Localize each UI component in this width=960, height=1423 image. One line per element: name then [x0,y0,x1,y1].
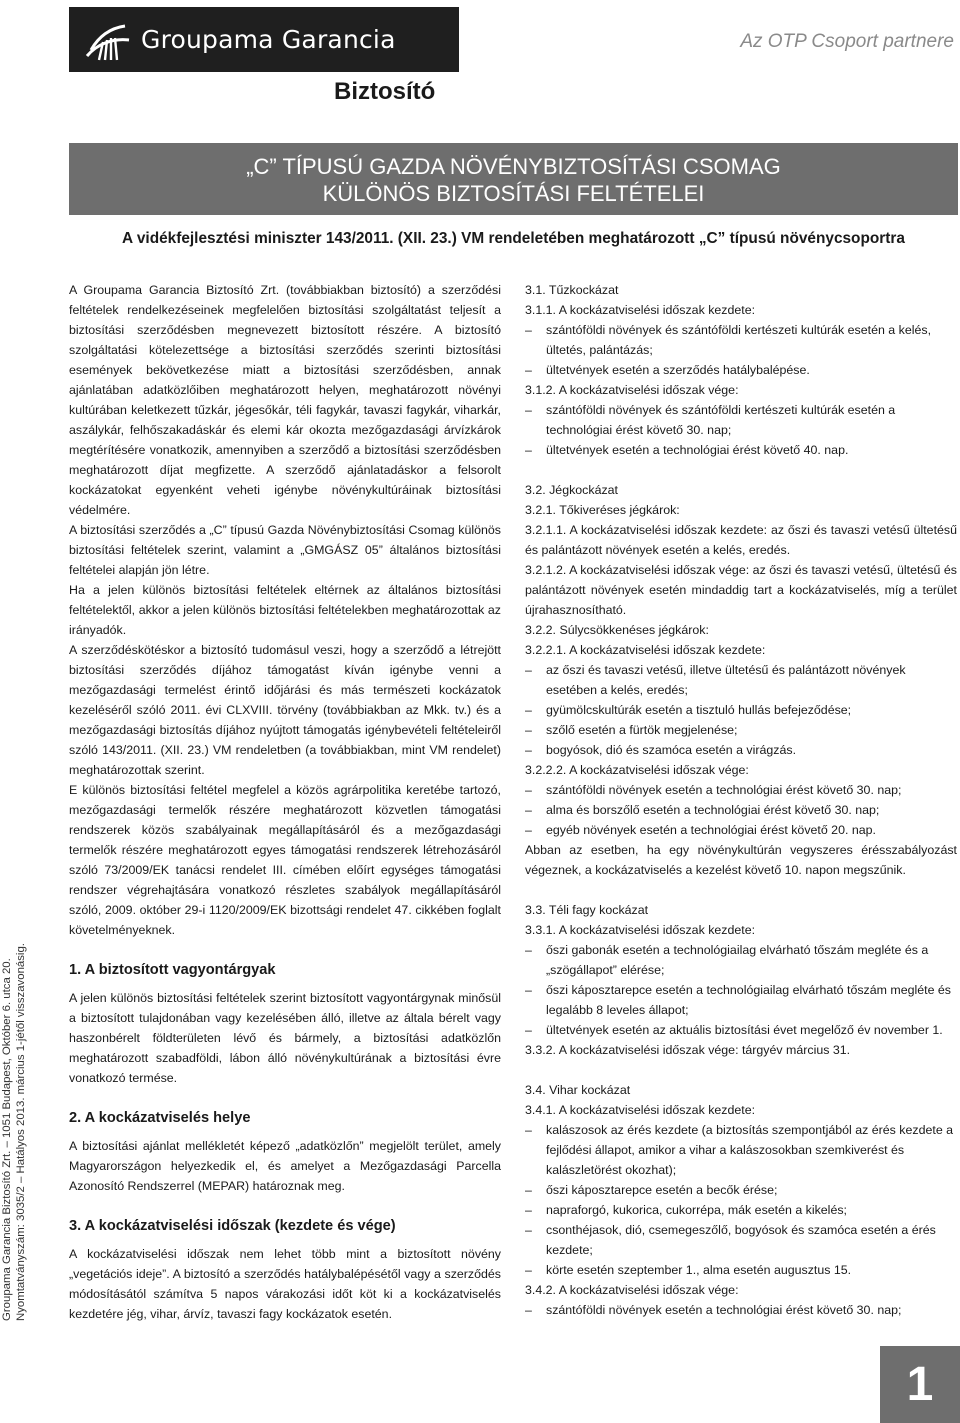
list-item: – csonthéjasok, dió, csemegeszőlő, bogyósok és szamóca esetén a érés kezdete; [525,1220,957,1260]
list-item: – szőlő esetén a fürtök megjelenése; [525,720,957,740]
list-item: – szántóföldi növények esetén a technológiai érést követő 30. nap; [525,780,957,800]
page-number: 1 [880,1346,960,1423]
list-item: – napraforgó, kukorica, cukorrépa, mák esetén a kikelés; [525,1200,957,1220]
partner-tagline: Az OTP Csoport partnere [740,31,954,52]
list-item: – ültetvények esetén az aktuális biztosítási évet megelőző év november 1. [525,1020,957,1040]
paragraph: Ha a jelen különös biztosítási feltételek eltérnek az általános biztosítási feltételektől, akkor a jelen különös biztosítási feltételekben meghatározottak az irányadók. [69,583,501,637]
clause-text: 3.2.1.2. A kockázatviselési időszak vége: az őszi és tavaszi vetésű, ültetésű és palántázott növények esetén mindaddig tart a kockázatviselés, míg a terület újrahasznosítható. [525,563,957,617]
list-item: – gyümölcskultúrák esetén a tisztuló hullás befejeződése; [525,700,957,720]
list-item: – körte esetén szeptember 1., alma esetén augusztus 15. [525,1260,957,1280]
list-item: – alma és borszőlő esetén a technológiai érést követő 30. nap; [525,800,957,820]
banner-title-line1: „C” TÍPUSÚ GAZDA NÖVÉNYBIZTOSÍTÁSI CSOMAG [246,154,781,179]
list-item: – szántóföldi növények és szántóföldi kertészeti kultúrák esetén a technológiai érést követő 30. nap; [525,400,957,440]
list-item: – kalászosok az érés kezdete (a biztosítás szempontjából az érés kezdete a fejlődési állapot, amikor a vihar a kalászosokban szemkiverést és kalászletörést okozhat); [525,1120,957,1180]
subsection-heading: 3.1. Tűzkockázat [525,283,619,297]
left-column [69,280,501,1324]
paragraph: Abban az esetben, ha egy növénykultúrán vegyszeres érésszabályozást végeznek, a kockázatviselés a kezelést követő 10. napon megszűnik. [525,843,957,877]
section-heading-3: 3. A kockázatviselési időszak (kezdete és vége) [69,1218,396,1234]
paragraph: A biztosítási szerződés a „C” típusú Gazda Növénybiztosítási Csomag különös biztosítási feltételek szerint, valamint a „GMGÁSZ 05” általános biztosítási feltételei alapján jön létre. [69,523,501,577]
clause-heading: 3.3.2. A kockázatviselési időszak vége: tárgyév március 31. [525,1043,851,1057]
paragraph: A kockázatviselési időszak nem lehet több mint a biztosított növény „vegetációs ideje”. A biztosító a szerződés hatálybalépésétől vagy a szerződés módosításától számítva 5 napos várakozási időt köt ki a kockázatviselés kezdetére jég, vihar, árvíz, tavaszi fagy kockázatok esetén. [69,1247,501,1321]
subsection-heading: 3.3. Téli fagy kockázat [525,903,649,917]
list-item: – szántóföldi növények és szántóföldi kertészeti kultúrák esetén a kelés, ültetés, palántázás; [525,320,957,360]
right-column [525,280,957,1320]
sidebar-imprint [0,911,28,1321]
clause-heading: 3.4.2. A kockázatviselési időszak vége: [525,1283,739,1297]
banner-title-line2: KÜLÖNÖS BIZTOSÍTÁSI FELTÉTELEI [322,181,705,206]
company-logo [69,7,459,72]
clause-heading: 3.2.2.1. A kockázatviselési időszak kezdete: [525,643,766,657]
company-kind: Biztosító [334,78,436,105]
list-item: – az őszi és tavaszi vetésű, illetve ültetésű és palántázott növények esetében a kelés, eredés; [525,660,957,700]
clause-heading: 3.2.1. Tőkiveréses jégkárok: [525,503,680,517]
section-heading-2: 2. A kockázatviselés helye [69,1110,251,1126]
clause-text: 3.2.1.1. A kockázatviselési időszak kezdete: az őszi és tavaszi vetésű ültetésű és palántázott növények esetén a kelés, eredés. [525,523,957,557]
clause-heading: 3.3.1. A kockázatviselési időszak kezdete: [525,923,756,937]
subsection-heading: 3.4. Vihar kockázat [525,1083,631,1097]
clause-heading: 3.2.2.2. A kockázatviselési időszak vége: [525,763,749,777]
section-heading-1: 1. A biztosított vagyontárgyak [69,962,276,978]
clause-heading: 3.1.2. A kockázatviselési időszak vége: [525,383,739,397]
list-item: – bogyósok, dió és szamóca esetén a virágzás. [525,740,957,760]
list-item: – ültetvények esetén a szerződés hatálybalépése. [525,360,957,380]
clause-heading: 3.4.1. A kockázatviselési időszak kezdete: [525,1103,756,1117]
document-subtitle: A vidékfejlesztési miniszter 143/2011. (XII. 23.) VM rendeletében meghatározott „C” típusú növénycsoportra [122,230,905,247]
imprint-form-number: Nyomtatványszám: 3035/2 – Hatályos 2013. március 1-jétől visszavonásig. [15,943,27,1321]
title-banner [69,143,958,215]
list-item: – ültetvények esetén a technológiai érést követő 40. nap. [525,440,957,460]
paragraph: A szerződéskötéskor a biztosító tudomásul veszi, hogy a szerződő a létrejött biztosítási szerződés díjához támogatást kíván igénybe venni a mezőgazdasági termelést érintő időjárási és más természeti kockázatok kezeléséről szóló 2011. évi CLXVIII. törvény (továbbiakban az Mkk. tv.) és a mezőgazdasági biztosítás díjához nyújtott támogatás igénybevételi feltételeiről szóló 143/2011. (XII. 23.) VM rendeletben (a továbbiakban, mint VM rendelet) meghatározottak szerint. [69,643,501,777]
clause-heading: 3.1.1. A kockázatviselési időszak kezdete: [525,303,756,317]
list-item: – őszi káposztarepce esetén a becők érése; [525,1180,957,1200]
list-item: – szántóföldi növények esetén a technológiai érést követő 30. nap; [525,1300,957,1320]
list-item: – egyéb növények esetén a technológiai érést követő 20. nap. [525,820,957,840]
clause-heading: 3.2.2. Súlycsökkenéses jégkárok: [525,623,709,637]
paragraph: A biztosítási ajánlat mellékletét képező „adatközlőn” megjelölt terület, amely Magyarországon helyezkedik el, és amelyet a Mezőgazdasági Parcella Azonosító Rendszerrel (MEPAR) határoznak meg. [69,1139,501,1193]
paragraph: E különös biztosítási feltétel megfelel a közös agrárpolitika keretébe tartozó, mezőgazdasági termelők részére meghatározott közvetlen támogatási rendszerek közös szabályainak megállapításáról és a mezőgazdasági termelők részére meghatározott egyes támogatási rendszerek létrehozásáról szóló 73/2009/EK tanácsi rendelet III. címében előírt egységes támogatási rendszer végrehajtására vonatkozó részletes szabályok megállapításáról szóló, 2009. október 29-i 1120/2009/EK bizottsági rendelet 47. cikkében foglalt követelményeknek. [69,783,501,937]
subsection-heading: 3.2. Jégkockázat [525,483,618,497]
intro-paragraph: A Groupama Garancia Biztosító Zrt. (továbbiakban biztosító) a szerződési feltételek rendelkezéseinek megfelelően biztosítási szolgáltatást teljesít a biztosítási szerződésben megnevezett biztosított részére. A biztosító szolgáltatási kötelezettsége a biztosítási szerződés szerinti biztosítási események bekövetkezése miatt a biztosítási szerződésben, annak ajánlatában adatközlőiben meghatározott helyen, meghatározott növényi kultúrában keletkezett tűzkár, jégesőkár, téli fagykár, tavaszi fagykár, viharkár, aszálykár, felhőszakadáskár és elemi kár okozta mezőgazdasági árvízkárok megtérítésére vonatkozik, amennyiben a szerződő a biztosítási szerződésben meghatározott díjat megfizette. A szerződő ajánlatadáskor a felsorolt kockázatokat egyenként veheti igénybe növénykultúráinak biztosítási védelmére. [69,283,501,517]
list-item: – őszi gabonák esetén a technológiailag elvárható tőszám megléte és a „szögállapot” elérése; [525,940,957,980]
groupama-emblem-icon [83,16,133,64]
paragraph: A jelen különös biztosítási feltételek szerint biztosított vagyontárgynak minősül a biztosított tulajdonában vagy kezelésében álló, illetve az általa bérelt vagy haszonbérelt földterületen lévő és bármely, a biztosítási adatközlőn meghatározott szabadföldi, lábon álló növénykultúrának a biztosítási évre vonatkozó termése. [69,991,501,1085]
logo-text: Groupama Garancia [141,25,396,54]
list-item: – őszi káposztarepce esetén a technológiailag elvárható tőszám megléte és legalább 8 leveles állapot; [525,980,957,1020]
imprint-address: Groupama Garancia Biztosító Zrt. – 1051 Budapest, Október 6. utca 20. [1,958,13,1321]
